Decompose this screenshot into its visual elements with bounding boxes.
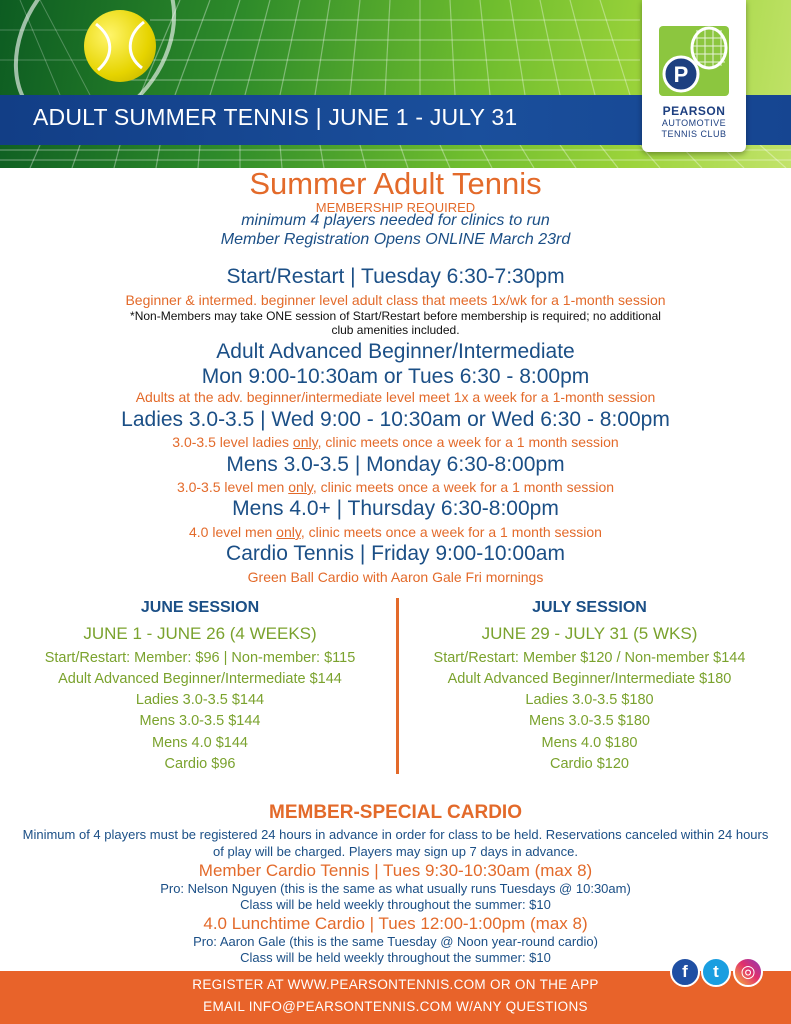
class-times-adv-beginner: Mon 9:00-10:30am or Tues 6:30 - 8:00pm bbox=[201, 365, 590, 388]
logo-text-automotive: AUTOMOTIVE bbox=[661, 118, 727, 128]
class-note-line1: *Non-Members may take ONE session of Start/Restart before membership is required; no additional bbox=[130, 309, 661, 323]
special-class2-heading: 4.0 Lunchtime Cardio | Tues 12:00-1:00pm (max 8) bbox=[203, 914, 588, 933]
class-heading-mens-30: Mens 3.0-3.5 | Monday 6:30-8:00pm bbox=[226, 453, 565, 476]
class-desc-cardio: Green Ball Cardio with Aaron Gale Fri mornings bbox=[247, 569, 544, 585]
class-heading-adv-beginner: Adult Advanced Beginner/Intermediate bbox=[216, 340, 575, 363]
july-price-item: Mens 3.0-3.5 $180 bbox=[529, 713, 650, 729]
logo-text-pearson: PEARSON bbox=[662, 104, 726, 118]
special-class2-pro: Pro: Aaron Gale (this is the same Tuesday @ Noon year-round cardio) bbox=[193, 934, 598, 949]
special-class1-heading: Member Cardio Tennis | Tues 9:30-10:30am (max 8) bbox=[198, 861, 593, 880]
june-price-item: Adult Advanced Beginner/Intermediate $144 bbox=[58, 671, 342, 687]
july-price-item: Start/Restart: Member $120 / Non-member $144 bbox=[433, 650, 746, 666]
twitter-icon[interactable]: t bbox=[701, 957, 731, 987]
class-desc-mens-40: 4.0 level men only, clinic meets once a week for a 1 month session bbox=[189, 524, 602, 540]
july-price-item: Ladies 3.0-3.5 $180 bbox=[525, 692, 654, 708]
july-price-item: Cardio $120 bbox=[550, 756, 629, 772]
june-price-item: Cardio $96 bbox=[164, 756, 236, 772]
membership-required-label: MEMBERSHIP REQUIRED bbox=[315, 200, 476, 215]
footer-register-link[interactable]: REGISTER AT WWW.PEARSONTENNIS.COM OR ON THE APP bbox=[192, 977, 599, 992]
instagram-icon[interactable]: ◎ bbox=[733, 957, 763, 987]
class-heading-start-restart: Start/Restart | Tuesday 6:30-7:30pm bbox=[226, 265, 565, 288]
banner-title: ADULT SUMMER TENNIS | JUNE 1 - JULY 31 bbox=[33, 104, 518, 130]
class-desc-ladies: 3.0-3.5 level ladies only, clinic meets once a week for a 1 month session bbox=[172, 434, 619, 450]
july-session-title: JULY SESSION bbox=[532, 599, 647, 616]
special-class1-pro: Pro: Nelson Nguyen (this is the same as what usually runs Tuesdays @ 10:30am) bbox=[160, 881, 631, 896]
member-special-title: MEMBER-SPECIAL CARDIO bbox=[269, 802, 522, 823]
class-note-line2: club amenities included. bbox=[331, 323, 460, 337]
footer-email-link[interactable]: EMAIL INFO@PEARSONTENNIS.COM W/ANY QUESTIONS bbox=[203, 999, 588, 1014]
june-price-item: Mens 4.0 $144 bbox=[152, 735, 248, 751]
min-players-note: minimum 4 players needed for clinics to run bbox=[241, 212, 550, 229]
svg-text:P: P bbox=[673, 62, 689, 87]
registration-note: Member Registration Opens ONLINE March 23rd bbox=[220, 231, 571, 248]
page-title: Summer Adult Tennis bbox=[249, 166, 542, 201]
june-price-item: Ladies 3.0-3.5 $144 bbox=[135, 692, 265, 708]
club-logo-icon bbox=[659, 26, 729, 96]
class-heading-ladies: Ladies 3.0-3.5 | Wed 9:00 - 10:30am or Wed 6:30 - 8:00pm bbox=[121, 408, 670, 431]
june-session-title: JUNE SESSION bbox=[140, 599, 260, 616]
class-desc-start-restart: Beginner & intermed. beginner level adult class that meets 1x/wk for a 1-month session bbox=[125, 292, 666, 308]
tennis-ball-seam bbox=[84, 10, 156, 82]
june-price-item: Start/Restart: Member: $96 | Non-member: $115 bbox=[44, 650, 356, 666]
july-price-item: Adult Advanced Beginner/Intermediate $180 bbox=[447, 671, 732, 687]
class-heading-cardio: Cardio Tennis | Friday 9:00-10:00am bbox=[226, 542, 565, 565]
class-desc-mens-30: 3.0-3.5 level men only, clinic meets once a week for a 1 month session bbox=[176, 479, 615, 495]
logo-text-tennis-club: TENNIS CLUB bbox=[661, 129, 727, 139]
special-class1-cost: Class will be held weekly throughout the summer: $10 bbox=[240, 897, 551, 912]
facebook-icon[interactable]: f bbox=[670, 957, 700, 987]
june-session-dates: JUNE 1 - JUNE 26 (4 WEEKS) bbox=[83, 624, 317, 643]
class-heading-mens-40: Mens 4.0+ | Thursday 6:30-8:00pm bbox=[232, 497, 559, 520]
special-class2-cost: Class will be held weekly throughout the summer: $10 bbox=[240, 950, 551, 965]
june-price-item: Mens 3.0-3.5 $144 bbox=[139, 713, 261, 729]
july-price-item: Mens 4.0 $180 bbox=[541, 735, 638, 751]
class-desc-adv-beginner: Adults at the adv. beginner/intermediate level meet 1x a week for a 1-month session bbox=[135, 389, 656, 405]
member-special-paragraph: Minimum of 4 players must be registered 24 hours in advance in order for class to be held. Reservations canceled within 24 hours of play will be charged. Players may sign up 7 days in advance. bbox=[22, 827, 769, 859]
july-session-dates: JUNE 29 - JULY 31 (5 WKS) bbox=[481, 624, 698, 643]
club-logo bbox=[642, 0, 746, 152]
